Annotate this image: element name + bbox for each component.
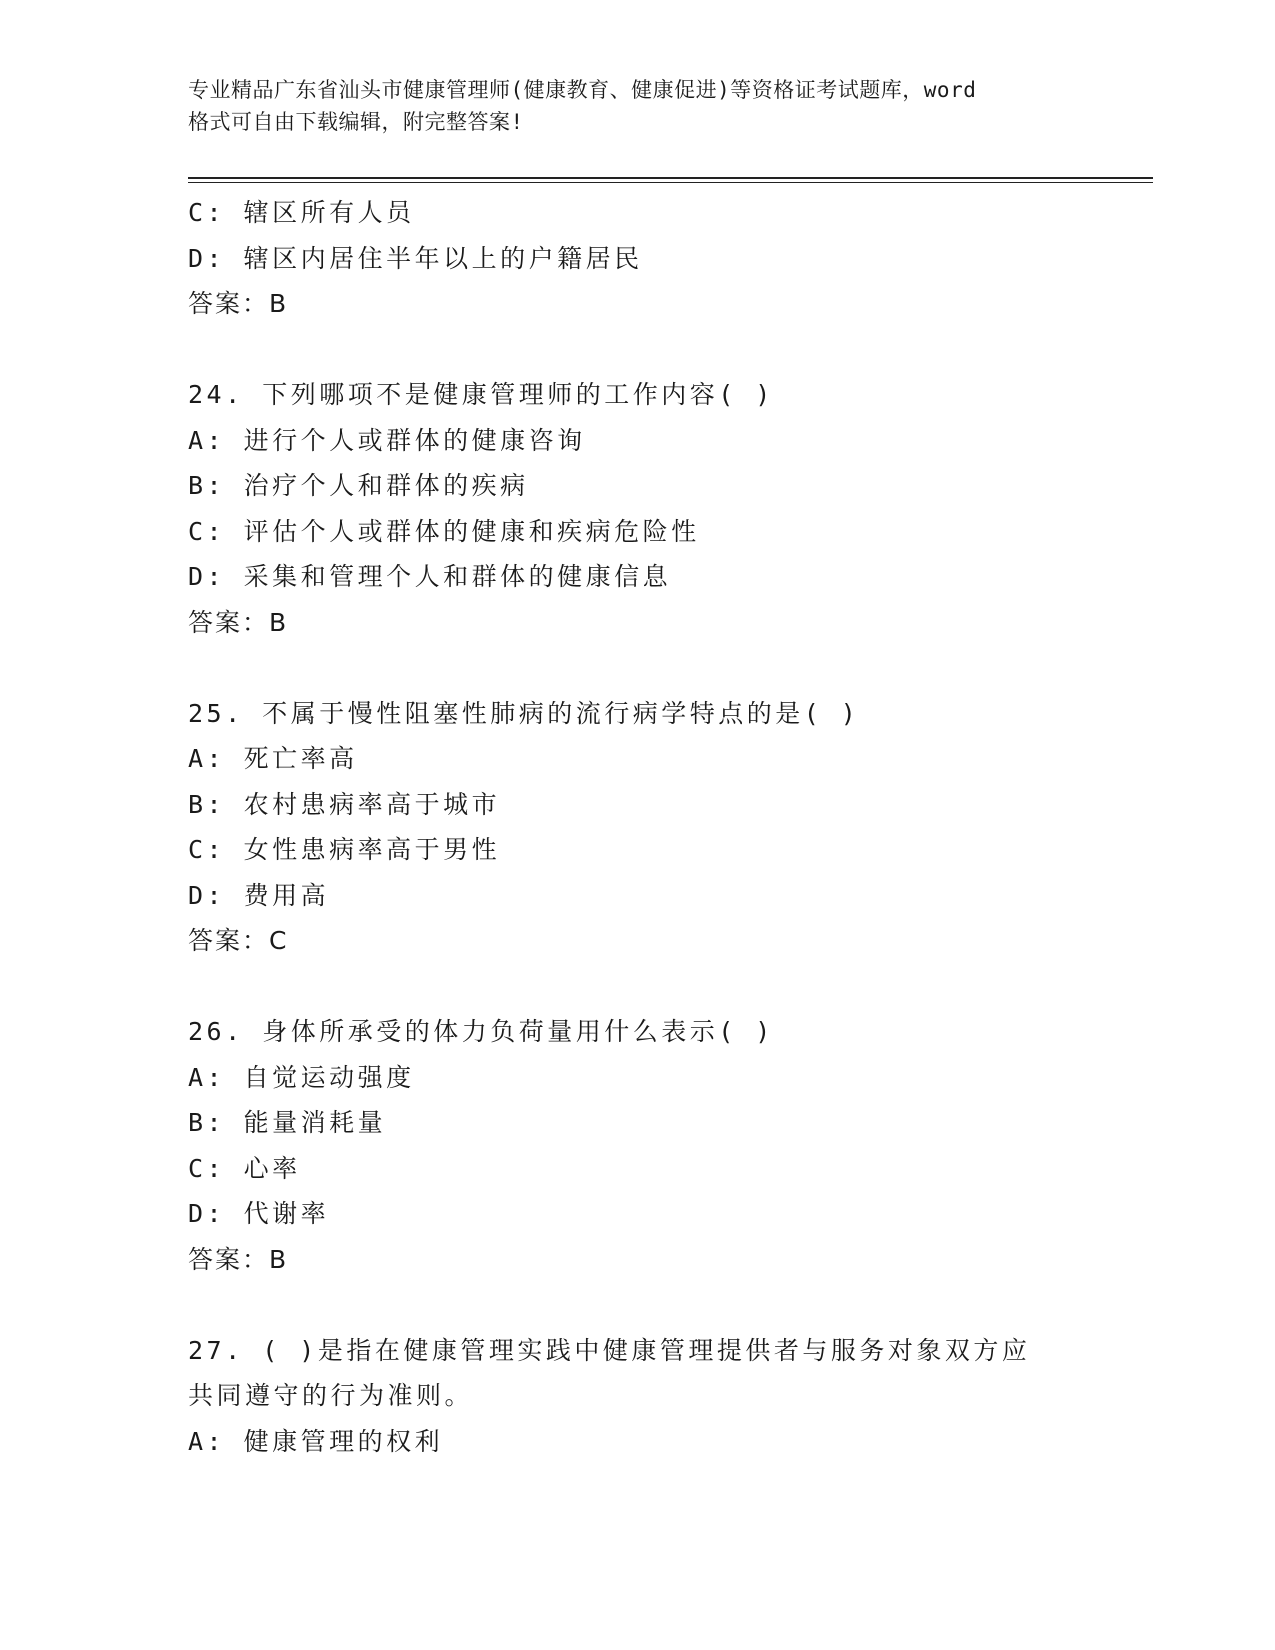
option-d: D: 费用高 xyxy=(188,880,330,910)
option-c: C: 心率 xyxy=(188,1153,301,1183)
spacer xyxy=(188,327,1088,373)
question-stem-line-1: 27. ( )是指在健康管理实践中健康管理提供者与服务对象双方应 xyxy=(188,1335,1031,1365)
spacer xyxy=(188,1282,1088,1328)
header-rule-thin xyxy=(188,182,1153,183)
header-line-1: 专业精品广东省汕头市健康管理师(健康教育、健康促进)等资格证考试题库，word xyxy=(188,78,977,102)
option-a: A: 健康管理的权利 xyxy=(188,1426,444,1456)
spacer xyxy=(188,964,1088,1010)
option-b: B: 治疗个人和群体的疾病 xyxy=(188,471,529,500)
option-c: C: 辖区所有人员 xyxy=(188,198,415,227)
answer: 答案：B xyxy=(188,289,289,318)
question-stem-line-2: 共同遵守的行为准则。 xyxy=(188,1381,474,1410)
page-header xyxy=(188,74,1088,138)
option-d: D: 代谢率 xyxy=(188,1199,330,1228)
option-d: D: 辖区内居住半年以上的户籍居民 xyxy=(188,243,643,273)
option-b: B: 农村患病率高于城市 xyxy=(188,789,501,819)
answer: 答案：B xyxy=(188,607,289,637)
question-list xyxy=(188,190,1088,1464)
option-c: C: 评估个人或群体的健康和疾病危险性 xyxy=(188,516,700,546)
option-a: A: 进行个人或群体的健康咨询 xyxy=(188,425,586,455)
question-block-27 xyxy=(188,1328,1088,1465)
header-line-2: 格式可自由下载编辑，附完整答案! xyxy=(188,110,524,134)
header-rule-thick xyxy=(188,177,1153,179)
question-stem: 26. 身体所承受的体力负荷量用什么表示( ) xyxy=(188,1017,774,1046)
option-d: D: 采集和管理个人和群体的健康信息 xyxy=(188,562,672,591)
question-stem: 25. 不属于慢性阻塞性肺病的流行病学特点的是( ) xyxy=(188,698,860,728)
option-a: A: 自觉运动强度 xyxy=(188,1062,415,1092)
question-block-23 xyxy=(188,190,1088,327)
option-b: B: 能量消耗量 xyxy=(188,1108,387,1137)
question-block-24 xyxy=(188,372,1088,645)
question-block-26 xyxy=(188,1009,1088,1282)
question-block-25 xyxy=(188,691,1088,964)
answer: 答案：B xyxy=(188,1244,289,1274)
question-stem: 24. 下列哪项不是健康管理师的工作内容( ) xyxy=(188,380,774,409)
option-a: A: 死亡率高 xyxy=(188,744,358,773)
spacer xyxy=(188,645,1088,691)
option-c: C: 女性患病率高于男性 xyxy=(188,835,501,864)
answer: 答案：C xyxy=(188,926,289,955)
